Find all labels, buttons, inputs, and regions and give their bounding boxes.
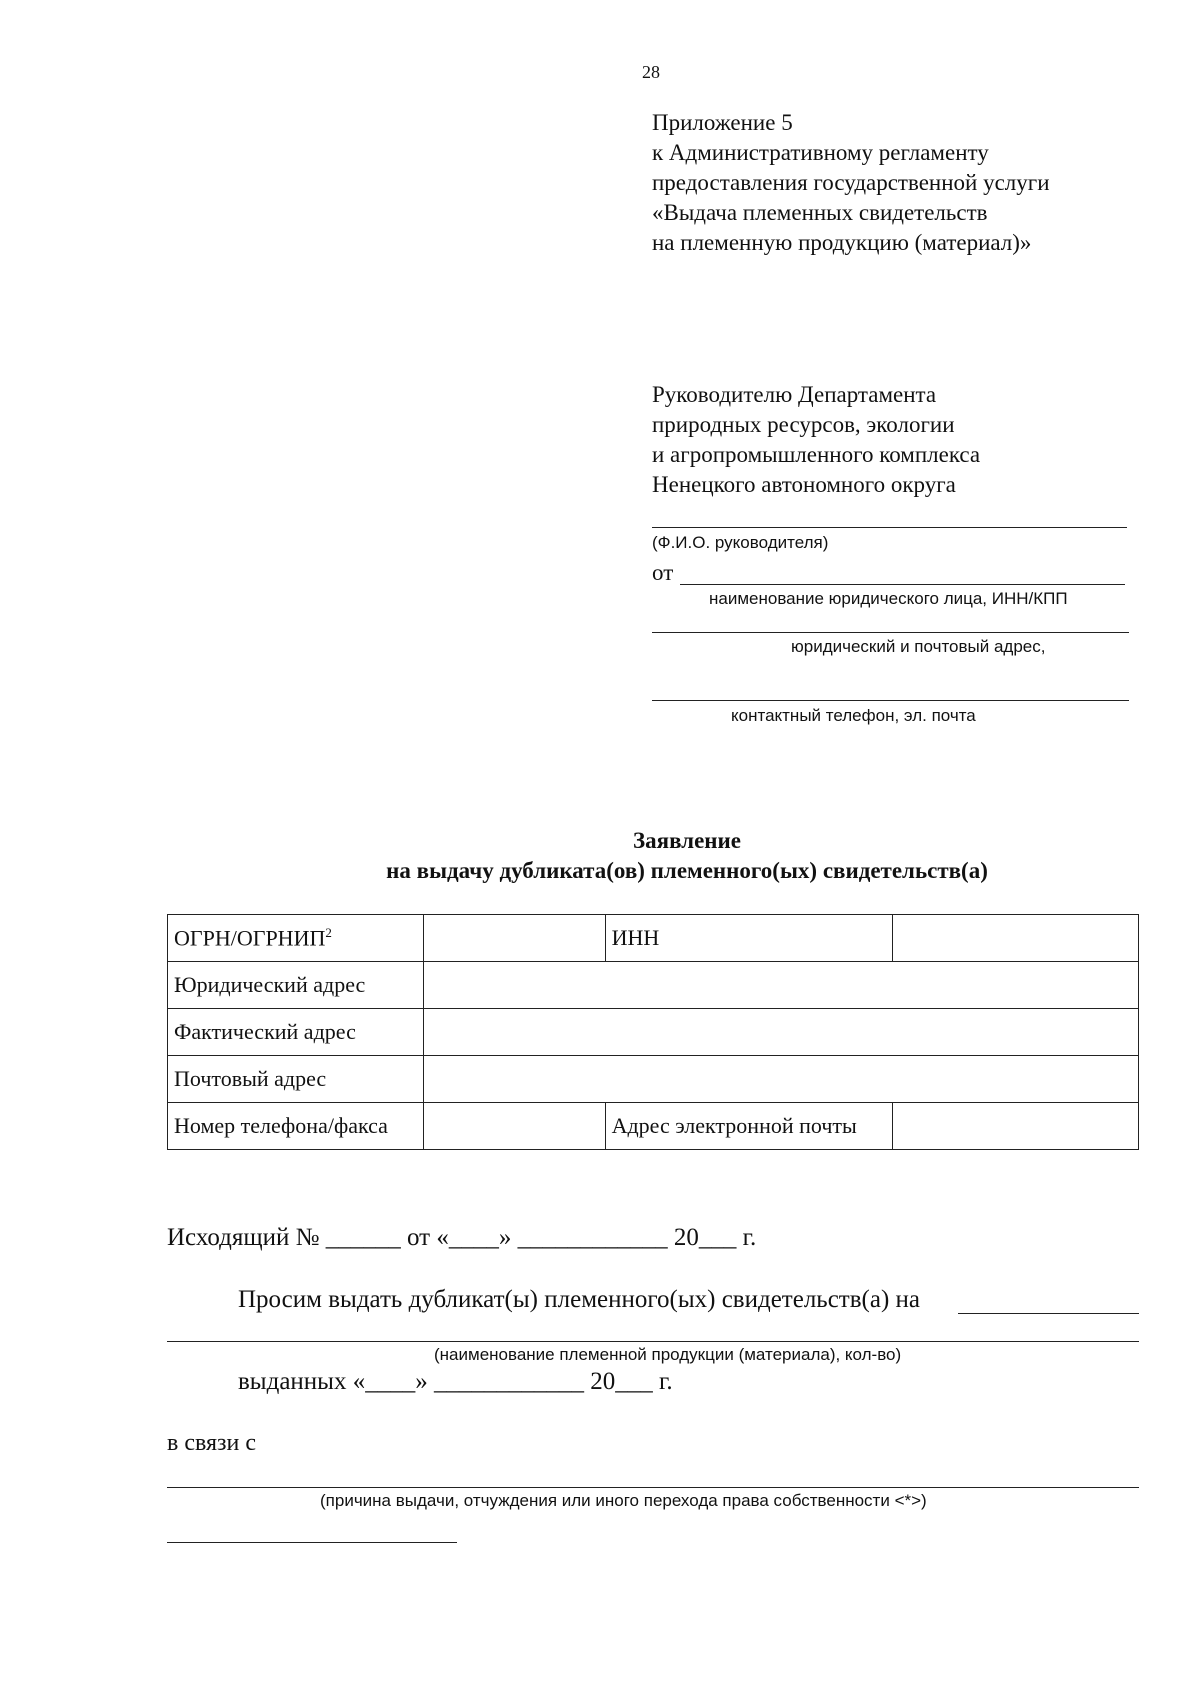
from-label: от bbox=[652, 560, 674, 585]
appendix-block bbox=[652, 108, 1050, 258]
issued-line: выданных «____» ____________ 20___ г. bbox=[238, 1368, 673, 1395]
table-row bbox=[168, 1103, 1139, 1150]
ogrn-footnote: 2 bbox=[325, 924, 332, 940]
table-row bbox=[168, 962, 1139, 1009]
request-line: Просим выдать дубликат(ы) племенного(ых) свидетельств(а) на bbox=[238, 1286, 920, 1313]
contact-caption: контактный телефон, эл. почта bbox=[731, 706, 976, 725]
phone-value-cell[interactable] bbox=[423, 1103, 605, 1150]
contact-line[interactable] bbox=[652, 700, 1129, 701]
title-line-1: Заявление bbox=[632, 828, 742, 853]
address-caption: юридический и почтовый адрес, bbox=[791, 637, 1046, 656]
addressee-line: Ненецкого автономного округа bbox=[652, 472, 956, 497]
reason-line[interactable] bbox=[167, 1487, 1139, 1488]
inn-label-cell: ИНН bbox=[605, 915, 893, 962]
table-row bbox=[168, 1009, 1139, 1056]
outgoing-number-line: Исходящий № ______ от «____» ____________ 20___ г. bbox=[167, 1224, 757, 1251]
postal-address-label: Почтовый адрес bbox=[168, 1056, 424, 1103]
email-label: Адрес электронной почты bbox=[605, 1103, 893, 1150]
actual-address-value-cell[interactable] bbox=[423, 1009, 1138, 1056]
appendix-line: на племенную продукцию (материал)» bbox=[652, 230, 1032, 255]
applicant-table bbox=[167, 914, 1139, 1150]
phone-label: Номер телефона/факса bbox=[168, 1103, 424, 1150]
addressee-line: Руководителю Департамента bbox=[652, 382, 937, 407]
ogrn-label: ОГРН/ОГРНИП bbox=[174, 925, 326, 951]
product-caption: (наименование племенной продукции (материала), кол-во) bbox=[434, 1345, 902, 1364]
org-line[interactable] bbox=[680, 584, 1125, 585]
table-row bbox=[168, 1056, 1139, 1103]
page-number: 28 bbox=[642, 62, 660, 82]
reason-label: в связи с bbox=[167, 1430, 257, 1456]
inn-value-cell[interactable] bbox=[893, 915, 1139, 962]
addressee-line: природных ресурсов, экологии bbox=[652, 412, 955, 437]
fio-caption: (Ф.И.О. руководителя) bbox=[652, 533, 829, 552]
actual-address-label: Фактический адрес bbox=[168, 1009, 424, 1056]
org-caption: наименование юридического лица, ИНН/КПП bbox=[709, 589, 1068, 608]
document-title bbox=[167, 826, 1200, 886]
postal-address-value-cell[interactable] bbox=[423, 1056, 1138, 1103]
email-value-cell[interactable] bbox=[893, 1103, 1139, 1150]
legal-address-label: Юридический адрес bbox=[168, 962, 424, 1009]
addressee-block bbox=[652, 380, 980, 500]
fio-line[interactable] bbox=[652, 527, 1127, 528]
ogrn-value-cell[interactable] bbox=[423, 915, 605, 962]
appendix-line: Приложение 5 bbox=[652, 110, 793, 135]
footnote-separator bbox=[167, 1542, 457, 1543]
table-row bbox=[168, 915, 1139, 962]
addressee-line: и агропромышленного комплекса bbox=[652, 442, 981, 467]
reason-caption: (причина выдачи, отчуждения или иного перехода права собственности <*>) bbox=[320, 1491, 927, 1510]
ogrn-label-cell bbox=[168, 915, 424, 962]
appendix-line: «Выдача племенных свидетельств bbox=[652, 200, 988, 225]
request-fill-line[interactable] bbox=[958, 1313, 1139, 1314]
product-line[interactable] bbox=[167, 1341, 1139, 1342]
title-line-2: на выдачу дубликата(ов) племенного(ых) свидетельств(а) bbox=[386, 858, 988, 883]
appendix-line: предоставления государственной услуги bbox=[652, 170, 1050, 195]
legal-address-value-cell[interactable] bbox=[423, 962, 1138, 1009]
address-line[interactable] bbox=[652, 632, 1129, 633]
appendix-line: к Административному регламенту bbox=[652, 140, 989, 165]
